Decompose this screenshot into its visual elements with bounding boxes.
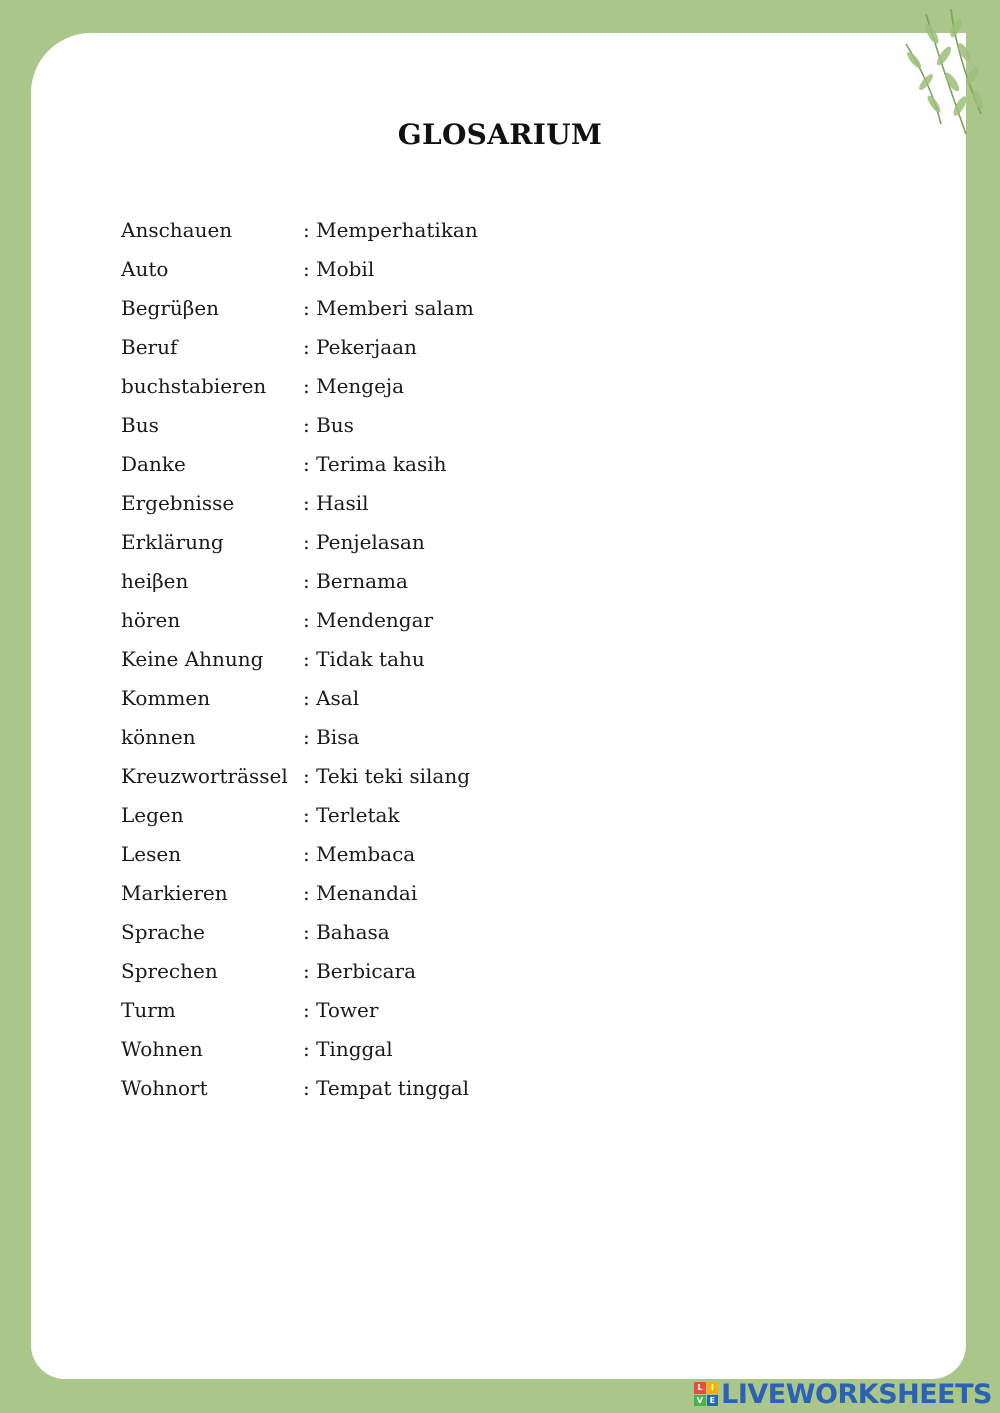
glossary-meaning: : Memperhatikan	[303, 217, 478, 242]
glossary-entry	[121, 366, 478, 405]
glossary-meaning: : Mobil	[303, 256, 375, 281]
glossary-term: Beruf	[121, 334, 178, 359]
glossary-entry	[121, 795, 478, 834]
page-title: GLOSARIUM	[397, 118, 603, 151]
liveworksheets-brand	[694, 1377, 992, 1411]
glossary-term: heiβen	[121, 568, 189, 593]
glossary-entry	[121, 912, 478, 951]
glossary-term: Erklärung	[121, 529, 224, 554]
glossary-term: Kreuzworträssel	[121, 763, 288, 788]
glossary-entry	[121, 522, 478, 561]
glossary-entry	[121, 717, 478, 756]
glossary-term: buchstabieren	[121, 373, 267, 398]
glossary-meaning: : Tempat tinggal	[303, 1075, 470, 1100]
glossary-term: Wohnen	[121, 1036, 203, 1061]
glossary-term: hören	[121, 607, 181, 632]
glossary-term: Anschauen	[121, 217, 233, 242]
glossary-term: können	[121, 724, 196, 749]
logo-letter: I	[707, 1382, 719, 1394]
glossary-meaning: : Berbicara	[303, 958, 416, 983]
glossary-entry	[121, 834, 478, 873]
glossary-entry	[121, 327, 478, 366]
glossary-entry	[121, 288, 478, 327]
glossary-meaning: : Terima kasih	[303, 451, 447, 476]
glossary-meaning: : Penjelasan	[303, 529, 425, 554]
glossary-term: Ergebnisse	[121, 490, 235, 515]
glossary-meaning: : Membaca	[303, 841, 416, 866]
glossary-meaning: : Hasil	[303, 490, 369, 515]
glossary-term: Bus	[121, 412, 159, 437]
glossary-term: Keine Ahnung	[121, 646, 264, 671]
glossary-meaning: : Menandai	[303, 880, 418, 905]
glossary-entry	[121, 990, 478, 1029]
glossary-meaning: : Bahasa	[303, 919, 390, 944]
glossary-term: Wohnort	[121, 1075, 208, 1100]
glossary-entry	[121, 1068, 478, 1107]
glossary-meaning: : Tinggal	[303, 1036, 393, 1061]
logo-letter: V	[694, 1395, 706, 1407]
glossary-meaning: : Mengeja	[303, 373, 405, 398]
glossary-term: Turm	[121, 997, 176, 1022]
glossary-entry	[121, 873, 478, 912]
glossary-meaning: : Asal	[303, 685, 360, 710]
glossary-meaning: : Bisa	[303, 724, 360, 749]
glossary-list	[121, 210, 478, 1107]
glossary-term: Danke	[121, 451, 186, 476]
logo-letter: E	[707, 1395, 719, 1407]
glossary-meaning: : Bernama	[303, 568, 408, 593]
glossary-entry	[121, 561, 478, 600]
glossary-entry	[121, 600, 478, 639]
glossary-meaning: : Teki teki silang	[303, 763, 471, 788]
glossary-term: Markieren	[121, 880, 228, 905]
glossary-meaning: : Terletak	[303, 802, 400, 827]
glossary-entry	[121, 444, 478, 483]
glossary-entry	[121, 678, 478, 717]
glossary-entry	[121, 210, 478, 249]
glossary-entry	[121, 1029, 478, 1068]
glossary-term: Legen	[121, 802, 184, 827]
glossary-entry	[121, 483, 478, 522]
glossary-entry	[121, 405, 478, 444]
glossary-entry	[121, 639, 478, 678]
glossary-meaning: : Pekerjaan	[303, 334, 417, 359]
glossary-term: Begrüβen	[121, 295, 220, 320]
glossary-meaning: : Memberi salam	[303, 295, 474, 320]
glossary-term: Sprechen	[121, 958, 218, 983]
glossary-term: Sprache	[121, 919, 205, 944]
glossary-term: Lesen	[121, 841, 182, 866]
glossary-term: Kommen	[121, 685, 211, 710]
glossary-entry	[121, 756, 478, 795]
brand-text: LIVEWORKSHEETS	[721, 1378, 992, 1410]
glossary-entry	[121, 249, 478, 288]
glossary-meaning: : Tower	[303, 997, 379, 1022]
glossary-term: Auto	[121, 256, 169, 281]
liveworksheets-logo-icon	[694, 1382, 718, 1406]
glossary-meaning: : Bus	[303, 412, 354, 437]
glossary-meaning: : Mendengar	[303, 607, 434, 632]
glossary-meaning: : Tidak tahu	[303, 646, 425, 671]
glossary-entry	[121, 951, 478, 990]
logo-letter: L	[694, 1382, 706, 1394]
